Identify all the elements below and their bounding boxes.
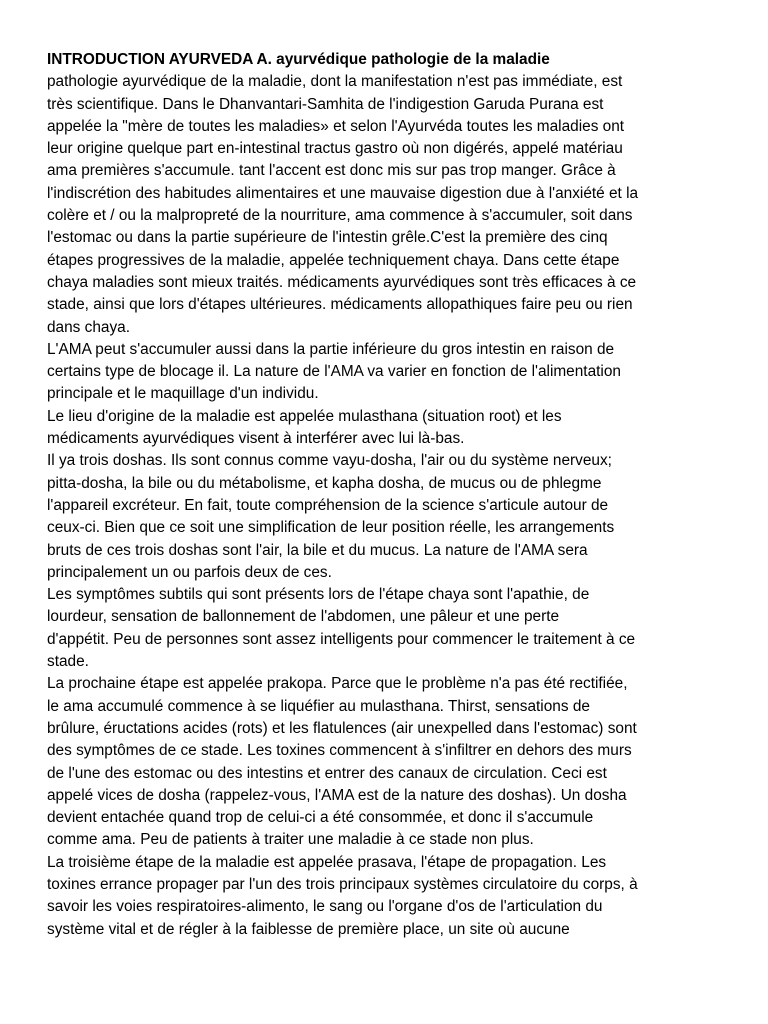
- body-line: savoir les voies respiratoires-alimento, le sang ou l'organe d'os de l'articulation du: [47, 898, 603, 916]
- document-body: [47, 71, 743, 941]
- body-line: étapes progressives de la maladie, appelée techniquement chaya. Dans cette étape: [47, 251, 620, 269]
- body-line: principalement un ou parfois deux de ces.: [47, 563, 332, 581]
- body-line: de l'une des estomac ou des intestins et entrer des canaux de circulation. Ceci est: [47, 764, 607, 782]
- body-line: principale et le maquillage d'un individu.: [47, 385, 319, 403]
- body-line: Les symptômes subtils qui sont présents lors de l'étape chaya sont l'apathie, de: [47, 586, 590, 604]
- body-line: pitta-dosha, la bile ou du métabolisme, et kapha dosha, de mucus ou de phlegme: [47, 474, 602, 492]
- heading-rest: ayurvédique pathologie de la maladie: [271, 51, 550, 68]
- body-line: stade.: [47, 653, 89, 671]
- body-line: stade, ainsi que lors d'étapes ultérieures. médicaments allopathiques faire peu ou rien: [47, 296, 633, 314]
- body-line: le ama accumulé commence à se liquéfier au mulasthana. Thirst, sensations de: [47, 697, 590, 715]
- body-line: Le lieu d'origine de la maladie est appelée mulasthana (situation root) et les: [47, 407, 562, 425]
- body-line: système vital et de régler à la faiblesse de première place, un site où aucune: [47, 920, 570, 938]
- body-line: l'estomac ou dans la partie supérieure de l'intestin grêle.C'est la première des cinq: [47, 229, 608, 247]
- body-line: La prochaine étape est appelée prakopa. Parce que le problème n'a pas été rectifiée,: [47, 675, 628, 693]
- body-line: appelée la "mère de toutes les maladies» et selon l'Ayurvéda toutes les maladies ont: [47, 117, 625, 135]
- document-page: [47, 49, 743, 941]
- body-line: ama premières s'accumule. tant l'accent est donc mis sur pas trop manger. Grâce à: [47, 162, 616, 180]
- body-line: L'AMA peut s'accumuler aussi dans la partie inférieure du gros intestin en raison de: [47, 340, 615, 358]
- body-line: médicaments ayurvédiques visent à interférer avec lui là-bas.: [47, 430, 465, 448]
- body-line: chaya maladies sont mieux traités. médicaments ayurvédiques sont très efficaces à ce: [47, 273, 637, 291]
- body-line: l'indiscrétion des habitudes alimentaires et une mauvaise digestion due à l'anxiété et la: [47, 184, 639, 202]
- body-line: comme ama. Peu de patients à traiter une maladie à ce stade non plus.: [47, 831, 534, 849]
- body-line: ceux-ci. Bien que ce soit une simplification de leur position réelle, les arrangements: [47, 519, 615, 537]
- body-line: certains type de blocage il. La nature de l'AMA va varier en fonction de l'alimentation: [47, 363, 621, 381]
- body-line: devient entachée quand trop de celui-ci a été consommée, et donc il s'accumule: [47, 809, 594, 827]
- body-line: colère et / ou la malpropreté de la nourriture, ama commence à s'accumuler, soit dans: [47, 207, 633, 225]
- body-line: La troisième étape de la maladie est appelée prasava, l'étape de propagation. Les: [47, 853, 607, 871]
- body-line: d'appétit. Peu de personnes sont assez intelligents pour commencer le traitement à ce: [47, 630, 636, 648]
- body-line: très scientifique. Dans le Dhanvantari-Samhita de l'indigestion Garuda Purana est: [47, 95, 604, 113]
- heading-prefix: INTRODUCTION AYURVEDA A.: [47, 51, 272, 68]
- body-line: dans chaya.: [47, 318, 130, 336]
- body-line: Il ya trois doshas. Ils sont connus comme vayu-dosha, l'air ou du système nerveux;: [47, 452, 612, 470]
- body-line: bruts de ces trois doshas sont l'air, la bile et du mucus. La nature de l'AMA sera: [47, 541, 588, 559]
- body-line: des symptômes de ce stade. Les toxines commencent à s'infiltrer en dehors des murs: [47, 742, 632, 760]
- body-line: l'appareil excréteur. En fait, toute compréhension de la science s'articule autour de: [47, 496, 609, 514]
- body-line: pathologie ayurvédique de la maladie, dont la manifestation n'est pas immédiate, est: [47, 73, 623, 91]
- body-line: brûlure, éructations acides (rots) et les flatulences (air unexpelled dans l'estomac) sont: [47, 719, 637, 737]
- body-line: lourdeur, sensation de ballonnement de l'abdomen, une pâleur et une perte: [47, 608, 560, 626]
- body-line: toxines errance propager par l'un des trois principaux systèmes circulatoire du corps, à: [47, 875, 638, 893]
- body-line: leur origine quelque part en-intestinal tractus gastro où non digérés, appelé matériau: [47, 140, 623, 158]
- document-heading: [47, 49, 743, 71]
- body-line: appelé vices de dosha (rappelez-vous, l'AMA est de la nature des doshas). Un dosha: [47, 786, 627, 804]
